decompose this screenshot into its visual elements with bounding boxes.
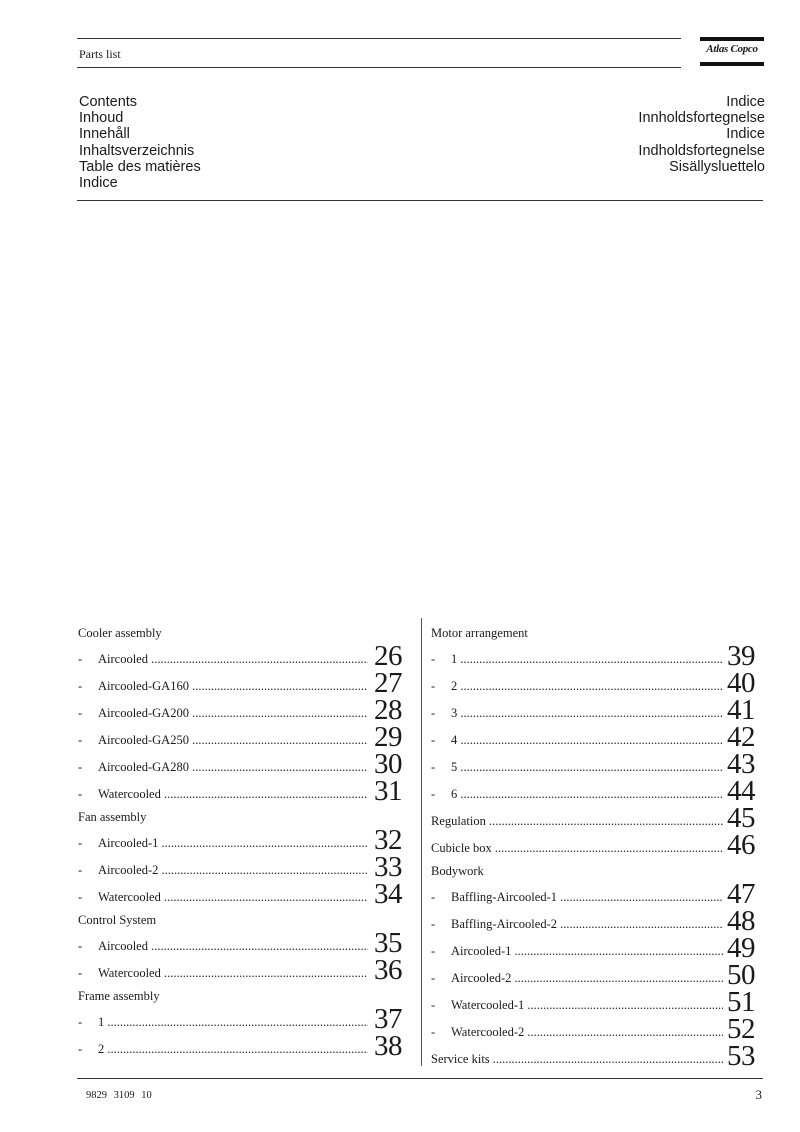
entry-label: 1 ..... [98, 1015, 368, 1030]
toc-entry[interactable] [78, 878, 408, 910]
toc-entry[interactable] [78, 1030, 408, 1062]
column-divider [421, 618, 422, 1066]
entry-page-number: 26 [374, 640, 402, 672]
entry-label: Watercooled ..... [98, 787, 368, 802]
contents-title: Indholdsfortegnelse [638, 142, 765, 159]
entry-label: 2 ..... [451, 679, 723, 694]
entry-label: Aircooled-2 ..... [98, 863, 368, 878]
header-bottom-rule [77, 67, 681, 68]
entry-label: Aircooled ..... [98, 652, 368, 667]
entry-label: Service kits ..... [431, 1052, 723, 1067]
entry-label: Cubicle box ..... [431, 841, 723, 856]
contents-title: Indice [79, 175, 118, 192]
entry-label: Watercooled ..... [98, 966, 368, 981]
toc-entry[interactable] [431, 775, 761, 807]
toc-entry[interactable] [431, 878, 761, 910]
entry-label: Baffling-Aircooled-1 ..... [451, 890, 723, 905]
document-code: 9829 3109 10 [86, 1090, 152, 1101]
toc-entry[interactable] [78, 748, 408, 780]
entry-label: 3 ..... [451, 706, 723, 721]
toc-entry[interactable] [78, 667, 408, 699]
entry-label: Aircooled-GA280 ..... [98, 760, 368, 775]
entry-label: Watercooled-2 ..... [451, 1025, 723, 1040]
toc-entry[interactable] [78, 1003, 408, 1035]
entry-label: Watercooled-1 ..... [451, 998, 723, 1013]
section-heading: Cooler assembly [78, 626, 162, 640]
entry-page-number: 53 [727, 1040, 755, 1072]
entry-bullet: - [78, 733, 83, 747]
section-heading: Motor arrangement [431, 626, 528, 640]
entry-label: Aircooled-GA250 ..... [98, 733, 368, 748]
entry-bullet: - [78, 1015, 83, 1029]
toc-entry[interactable] [78, 851, 408, 883]
page-number: 3 [755, 1087, 762, 1102]
entry-label: Baffling-Aircooled-2 ..... [451, 917, 723, 932]
entry-page-number: 45 [727, 802, 755, 834]
toc-entry[interactable] [431, 694, 761, 726]
entry-bullet: - [78, 836, 83, 850]
toc-entry[interactable] [431, 640, 761, 672]
entry-bullet: - [431, 733, 436, 747]
contents-title: Sisällysluettelo [669, 158, 765, 175]
atlas-copco-logo [700, 37, 764, 67]
section-heading: Frame assembly [78, 989, 160, 1003]
entry-label: Aircooled-1 ..... [98, 836, 368, 851]
entry-label: Aircooled-GA160 ..... [98, 679, 368, 694]
entry-page-number: 50 [727, 959, 755, 991]
entry-page-number: 41 [727, 694, 755, 726]
logo-top-bar [700, 37, 764, 41]
entry-bullet: - [431, 652, 436, 666]
entry-label: 1 ..... [451, 652, 723, 667]
toc-entry[interactable] [78, 775, 408, 807]
contents-title: Inhaltsverzeichnis [79, 142, 195, 159]
toc-entry[interactable] [431, 802, 761, 834]
toc-entry[interactable] [431, 959, 761, 991]
entry-page-number: 42 [727, 721, 755, 753]
entry-page-number: 32 [374, 824, 402, 856]
entry-page-number: 34 [374, 878, 402, 910]
entry-page-number: 46 [727, 829, 755, 861]
entry-page-number: 51 [727, 986, 755, 1018]
section-heading: Fan assembly [78, 810, 147, 824]
footer-rule [77, 1078, 763, 1079]
entry-bullet: - [431, 760, 436, 774]
entry-page-number: 29 [374, 721, 402, 753]
entry-bullet: - [78, 863, 83, 877]
toc-entry[interactable] [431, 721, 761, 753]
entry-label: 4 ..... [451, 733, 723, 748]
toc-entry[interactable] [431, 932, 761, 964]
entry-bullet: - [78, 890, 83, 904]
entry-bullet: - [78, 966, 83, 980]
entry-bullet: - [78, 652, 83, 666]
toc-entry[interactable] [431, 1040, 761, 1072]
entry-page-number: 48 [727, 905, 755, 937]
logo-wordmark: Atlas Copco [706, 43, 758, 55]
contents-title: Contents [79, 94, 138, 110]
entry-bullet: - [431, 917, 436, 931]
entry-page-number: 49 [727, 932, 755, 964]
toc-entry[interactable] [431, 748, 761, 780]
contents-title: Indice [726, 126, 765, 143]
entry-page-number: 33 [374, 851, 402, 883]
entry-page-number: 52 [727, 1013, 755, 1045]
entry-label: 5 ..... [451, 760, 723, 775]
toc-entry[interactable] [78, 824, 408, 856]
contents-rule [77, 200, 763, 201]
toc-entry[interactable] [78, 954, 408, 986]
entry-bullet: - [431, 971, 436, 985]
entry-label: Regulation ..... [431, 814, 723, 829]
toc-left-column [78, 622, 408, 1061]
header-top-rule [77, 38, 681, 39]
entry-bullet: - [431, 890, 436, 904]
toc-entry[interactable] [78, 927, 408, 959]
entry-page-number: 35 [374, 927, 402, 959]
entry-bullet: - [78, 787, 83, 801]
contents-title: Inhoud [79, 110, 124, 127]
entry-page-number: 36 [374, 954, 402, 986]
entry-page-number: 37 [374, 1003, 402, 1035]
logo-bottom-bar [700, 62, 764, 66]
entry-page-number: 31 [374, 775, 402, 807]
entry-bullet: - [431, 998, 436, 1012]
entry-label: Aircooled-GA200 ..... [98, 706, 368, 721]
entry-page-number: 27 [374, 667, 402, 699]
toc-entry[interactable] [431, 829, 761, 861]
contents-title: Innholdsfortegnelse [638, 110, 765, 127]
toc-entry[interactable] [78, 721, 408, 753]
entry-page-number: 30 [374, 748, 402, 780]
section-heading: Control System [78, 913, 157, 927]
contents-titles-left [79, 94, 201, 191]
entry-bullet: - [431, 1025, 436, 1039]
entry-label: 6 ..... [451, 787, 723, 802]
entry-label: Aircooled ..... [98, 939, 368, 954]
toc-entry[interactable] [431, 1013, 761, 1045]
contents-title: Indice [726, 94, 765, 110]
entry-page-number: 38 [374, 1030, 402, 1062]
entry-bullet: - [78, 706, 83, 720]
entry-label: Watercooled ..... [98, 890, 368, 905]
entry-bullet: - [431, 706, 436, 720]
entry-bullet: - [431, 679, 436, 693]
document-type-title: Parts list [79, 47, 121, 61]
toc-right-column [431, 622, 761, 1071]
contents-title: Table des matières [79, 158, 201, 175]
toc-entry[interactable] [431, 905, 761, 937]
entry-bullet: - [78, 760, 83, 774]
entry-bullet: - [78, 1042, 83, 1056]
contents-titles-right [638, 94, 765, 175]
entry-bullet: - [431, 944, 436, 958]
entry-bullet: - [431, 787, 436, 801]
entry-page-number: 28 [374, 694, 402, 726]
toc-entry[interactable] [78, 640, 408, 672]
toc-entry[interactable] [431, 986, 761, 1018]
toc-entry[interactable] [78, 694, 408, 726]
section-heading: Bodywork [431, 864, 484, 878]
entry-label: Aircooled-1 ..... [451, 944, 723, 959]
entry-label: 2 ..... [98, 1042, 368, 1057]
entry-bullet: - [78, 939, 83, 953]
entry-bullet: - [78, 679, 83, 693]
entry-page-number: 40 [727, 667, 755, 699]
entry-page-number: 39 [727, 640, 755, 672]
entry-page-number: 44 [727, 775, 755, 807]
entry-page-number: 43 [727, 748, 755, 780]
toc-entry[interactable] [431, 667, 761, 699]
entry-label: Aircooled-2 ..... [451, 971, 723, 986]
contents-title: Innehåll [79, 126, 130, 143]
entry-page-number: 47 [727, 878, 755, 910]
